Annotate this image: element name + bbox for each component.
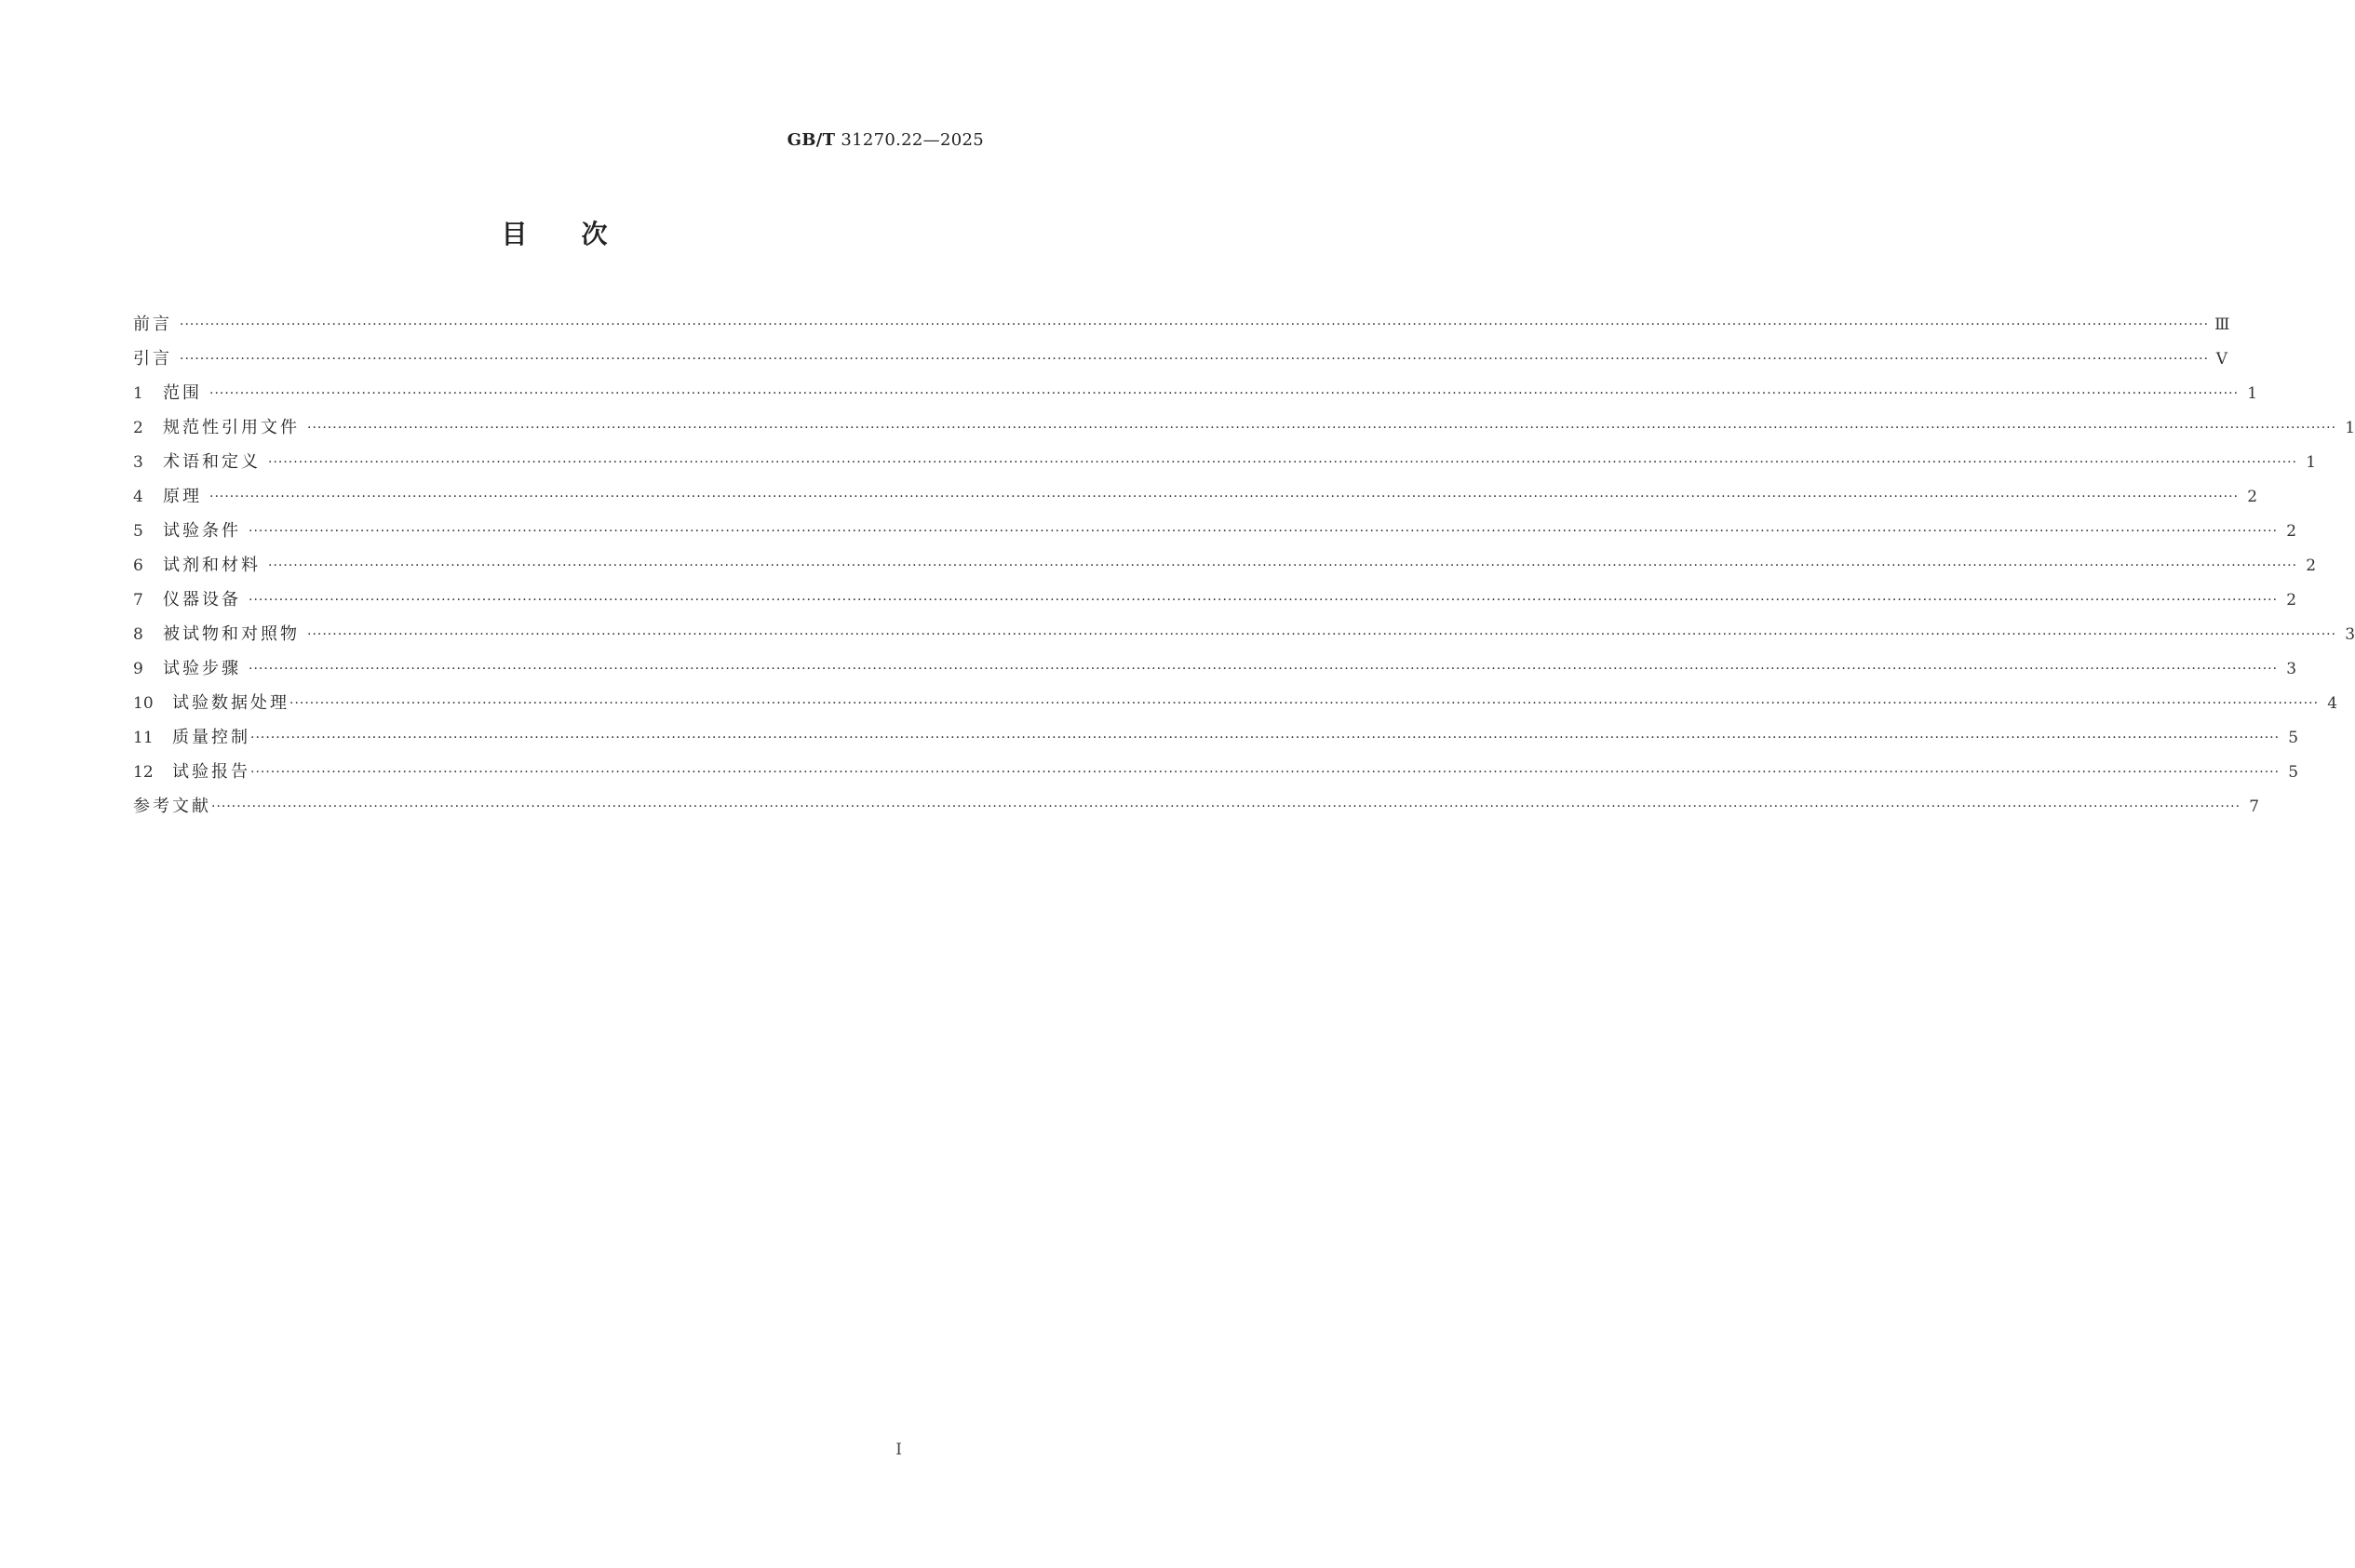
toc-leader-dots: ················································································································································································································································································································································································································	[211, 799, 2241, 814]
toc-entry[interactable]	[133, 556, 2317, 592]
toc-leader-dots: ················································································································································································································································································································································································································	[249, 662, 2279, 677]
toc-entry-number: 12	[133, 763, 154, 782]
toc-entry-number: 5	[133, 522, 143, 541]
toc-entry-label: 试验条件	[163, 521, 241, 541]
toc-entry-label: 参考文献	[133, 797, 211, 816]
toc-entry-page: Ⅲ	[2214, 315, 2230, 334]
toc-entry-label: 术语和定义	[163, 452, 261, 472]
toc-entry-page: 3	[2345, 625, 2355, 644]
toc-entry-label: 试验报告	[172, 762, 250, 782]
toc-entry[interactable]	[133, 452, 2317, 489]
toc-entry[interactable]	[133, 659, 2297, 695]
toc-entry[interactable]	[133, 521, 2297, 557]
toc-leader-dots: ················································································································································································································································································································································································································	[249, 524, 2279, 539]
toc-entry-label: 质量控制	[172, 728, 250, 747]
toc-leader-dots: ················································································································································································································································································································································································································	[249, 593, 2279, 608]
toc-leader-dots: ················································································································································································································································································································································································································	[180, 352, 2210, 367]
toc-entry-page: 1	[2345, 419, 2355, 437]
toc-entry-number: 1	[133, 384, 143, 403]
toc-entry-number: 8	[133, 625, 143, 644]
toc-entry[interactable]	[133, 315, 2230, 351]
toc-leader-dots: ················································································································································································································································································································································································································	[250, 730, 2281, 745]
toc-entry-number: 11	[133, 729, 154, 747]
toc-entry-label: 范围	[163, 383, 202, 403]
toc-entry-page: 2	[2286, 591, 2297, 610]
toc-leader-dots: ················································································································································································································································································································································································································	[180, 317, 2210, 332]
toc-entry[interactable]	[133, 797, 2260, 833]
toc-entry-page: 2	[2247, 488, 2258, 506]
toc-entry-page: 1	[2247, 384, 2258, 403]
toc-entry-label: 试验步骤	[163, 659, 241, 678]
toc-entry-number: 9	[133, 660, 143, 678]
toc-entry-page: 4	[2327, 694, 2338, 713]
page-number: Ⅰ	[895, 1441, 902, 1459]
toc-entry[interactable]	[133, 624, 2355, 661]
toc-leader-dots: ················································································································································································································································································································································································································	[307, 421, 2337, 436]
toc-entry-number: 10	[133, 694, 154, 713]
standard-prefix: GB/T	[787, 130, 836, 150]
toc-leader-dots: ················································································································································································································································································································································································································	[289, 696, 2320, 711]
toc-entry-label: 引言	[133, 349, 172, 369]
toc-entry-number: 2	[133, 419, 143, 437]
toc-entry[interactable]	[133, 487, 2258, 523]
toc-entry-number: 3	[133, 453, 143, 472]
toc-entry[interactable]	[133, 418, 2355, 454]
toc-entry[interactable]	[133, 693, 2338, 730]
toc-entry[interactable]	[133, 728, 2299, 764]
toc-entry[interactable]	[133, 590, 2297, 626]
toc-title: 目次	[501, 219, 662, 249]
toc-entry-label: 被试物和对照物	[163, 624, 300, 644]
toc-entry-label: 原理	[163, 487, 202, 506]
toc-entry[interactable]	[133, 762, 2299, 798]
toc-entry-page: 2	[2286, 522, 2297, 541]
toc-entry-page: 5	[2288, 729, 2299, 747]
toc-leader-dots: ················································································································································································································································································································································································································	[209, 386, 2240, 401]
toc-entry[interactable]	[133, 383, 2258, 420]
toc-leader-dots: ················································································································································································································································································································································································································	[268, 558, 2298, 573]
toc-leader-dots: ················································································································································································································································································································································································································	[307, 627, 2337, 642]
toc-leader-dots: ················································································································································································································································································································································································································	[209, 489, 2240, 504]
toc-leader-dots: ················································································································································································································································································································································································································	[250, 765, 2281, 780]
toc-entry-page: 7	[2249, 797, 2260, 816]
toc-entry-number: 4	[133, 488, 143, 506]
toc-entry-page: 1	[2306, 453, 2317, 472]
toc-entry-page: 3	[2286, 660, 2297, 678]
standard-code: 31270.22—2025	[841, 130, 984, 150]
toc-entry-page: 2	[2306, 556, 2317, 575]
standard-number	[787, 130, 984, 150]
toc-entry-label: 前言	[133, 315, 172, 334]
toc-entry-page: 5	[2288, 763, 2299, 782]
toc-entry[interactable]	[133, 349, 2228, 385]
toc-entry-number: 6	[133, 556, 143, 575]
toc-entry-page: Ⅴ	[2215, 350, 2228, 369]
table-of-contents	[133, 315, 2355, 833]
toc-leader-dots: ················································································································································································································································································································································································································	[268, 455, 2298, 470]
toc-entry-label: 试剂和材料	[163, 556, 261, 575]
toc-entry-label: 试验数据处理	[172, 693, 289, 713]
toc-entry-label: 规范性引用文件	[163, 418, 300, 437]
toc-entry-label: 仪器设备	[163, 590, 241, 610]
toc-entry-number: 7	[133, 591, 143, 610]
